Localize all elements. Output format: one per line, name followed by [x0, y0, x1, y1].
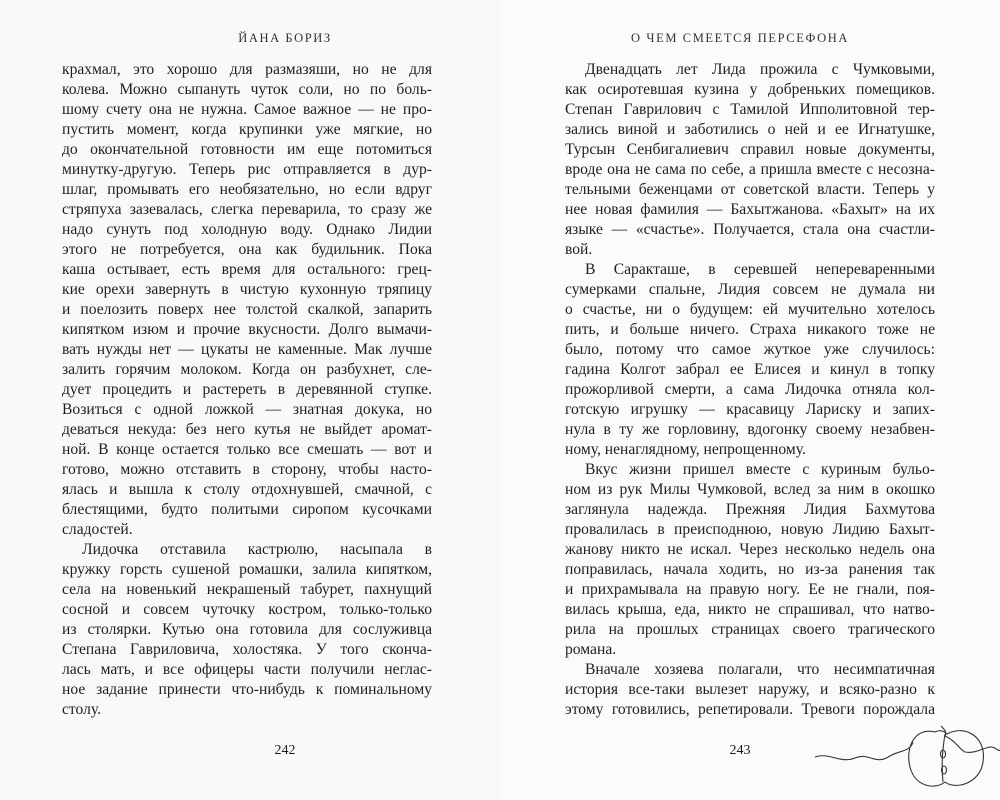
- text-line: история все-таки вылезет наружу, и всяко-разно к: [565, 681, 935, 698]
- text-line: колева. Можно сыпануть чуток соли, но по боль-: [62, 81, 432, 98]
- text-line: залить горячим молоком. Когда он разбухнет, сле-: [62, 361, 432, 378]
- text-line: Степан Гаврилович с Тамилой Ипполитовной тер-: [565, 101, 935, 118]
- text-line: Турсын Сенбигалиевич справил новые документы,: [565, 141, 935, 158]
- text-line: каша остывает, есть время для остального: грец-: [62, 261, 432, 278]
- text-line: этого не потребуется, она как будильник. Пока: [62, 241, 432, 258]
- text-line: тельными беженцами от советской власти. Теперь у: [565, 181, 935, 198]
- apple-line-drawing-icon: [815, 722, 1000, 792]
- text-line: Степана Гавриловича, холостяка. У того сконча-: [62, 641, 432, 658]
- text-line: зались виной и заботились о ней и ее Игнатушке,: [565, 121, 935, 138]
- text-line: столу.: [62, 701, 102, 718]
- text-line: Вкус жизни пришел вместе с куриным бульо-: [585, 461, 935, 478]
- text-line: лась мать, и все офицеры части получили неглас-: [62, 661, 432, 678]
- text-line: села на новенький некрашеный табурет, пахнущий: [62, 581, 432, 598]
- page-number: 242: [274, 743, 296, 758]
- running-header-author: ЙАНА БОРИЗ: [238, 31, 332, 45]
- text-line: и поелозить поверх нее толстой скалкой, запарить: [62, 301, 432, 318]
- text-line: сосной и совсем чуточку костром, только-только: [62, 601, 432, 618]
- text-line: о счастье, ни о будущем: ей мучительно хотелось: [565, 301, 935, 318]
- text-line: сладостей.: [62, 521, 133, 538]
- text-line: вилась крыша, еда, никто не спрашивал, что натво-: [565, 601, 935, 618]
- text-line: Вначале хозяева полагали, что несимпатичная: [585, 661, 935, 678]
- text-line: крахмал, это хорошо для размазяши, но не для: [62, 61, 432, 78]
- text-line: романа.: [565, 641, 617, 658]
- text-line: ному, ненаглядному, непрощенному.: [565, 441, 806, 458]
- text-line: из столярки. Кутью она готовила для сослуживца: [62, 621, 432, 638]
- text-line: кипятком изюм и прочие вкусности. Долго вымачи-: [62, 321, 432, 338]
- text-line: надо сунуть под холодную воду. Однако Лидии: [62, 221, 432, 238]
- running-header-title: О ЧЕМ СМЕЕТСЯ ПЕРСЕФОНА: [631, 31, 849, 45]
- text-line: вать нужды нет — цукаты не каменные. Мак лучше: [62, 341, 432, 358]
- text-line: Лидочка отставила кастрюлю, насыпала в: [82, 541, 432, 558]
- text-line: ялась и вышла к столу отдохнувшей, смачной, с: [62, 481, 432, 498]
- text-line: пустить момент, когда крупинки уже мягкие, но: [62, 121, 432, 138]
- text-line: минутку-другую. Теперь рис отправляется в дур-: [62, 161, 432, 178]
- text-line: пить, и больше ничего. Страха никакого тоже не: [565, 321, 935, 338]
- text-line: сумерками спальне, Лидия совсем не думала ни: [565, 281, 935, 298]
- text-line: языке — «счастье». Получается, стала она счастли-: [565, 221, 935, 238]
- text-line: готскую игрушку — красавицу Лариску и запих-: [565, 401, 935, 418]
- text-line: Возиться с одной ложкой — знатная докука, но: [62, 401, 432, 418]
- text-line: было, потому что самое жуткое уже случилось:: [565, 341, 935, 358]
- page-body: [62, 60, 432, 720]
- text-line: вроде она не сама по себе, а пришла вместе с несозна-: [565, 161, 935, 178]
- text-line: дует процедить и растереть в деревянной ступке.: [62, 381, 432, 398]
- text-line: этому готовились, репетировали. Тревоги порождала: [565, 701, 935, 718]
- text-line: стряпуха зазевалась, слегка переварила, то сразу же: [62, 201, 432, 218]
- text-line: ное задание принести что-нибудь к поминальному: [62, 681, 432, 698]
- text-line: В Саракташе, в серевшей непереваренными: [585, 261, 935, 278]
- text-line: готово, можно отставить в сторону, чтобы насто-: [62, 461, 432, 478]
- text-line: поправилась, начала ходить, но из-за ранения так: [565, 561, 935, 578]
- text-line: жанову никто не искал. Через несколько недель она: [565, 541, 935, 558]
- text-line: прожорливой смерти, а сама Лидочка отняла кол-: [565, 381, 935, 398]
- text-line: и прихрамывала на правую ногу. Ее не гнали, поя-: [565, 581, 935, 598]
- text-line: заглянула надежда. Прежняя Лидия Бахмутова: [565, 501, 935, 518]
- text-line: как осиротевшая кузина у добреньких помещиков.: [565, 81, 935, 98]
- text-line: вой.: [565, 241, 593, 258]
- text-line: нула в ту же горловину, вдогонку своему незабвен-: [565, 421, 935, 438]
- text-line: кие орехи завернуть в чистую кухонную тряпицу: [62, 281, 432, 298]
- text-line: до окончательной готовности им еще потомиться: [62, 141, 432, 158]
- text-line: ном из рук Милы Чумковой, вслед за ним в окошко: [565, 481, 935, 498]
- text-line: рила на прошлых страницах своего трагического: [565, 621, 935, 638]
- page-body: [565, 60, 935, 720]
- text-line: шому счету она не нужна. Самое важное — не про-: [62, 101, 432, 118]
- text-line: ной. В конце остается только все смешать — вот и: [62, 441, 432, 458]
- text-line: Двенадцать лет Лида прожила с Чумковыми,: [585, 61, 935, 78]
- text-line: блестящими, будто политыми сиропом кусочками: [62, 501, 432, 518]
- text-line: шлаг, промывать его необязательно, но если вдруг: [62, 181, 432, 198]
- text-line: кружку горсть сушеной ромашки, залила кипятком,: [62, 561, 432, 578]
- text-line: провалилась в преисподнюю, новую Лидию Бахыт-: [565, 521, 935, 538]
- text-line: деваться некуда: без него кутья не выйдет аромат-: [62, 421, 432, 438]
- right-page: [500, 0, 1000, 800]
- text-line: гадина Колгот забрал ее Елисея и кинул в топку: [565, 361, 935, 378]
- text-line: нее новая фамилия — Бахытжанова. «Бахыт» на их: [565, 201, 935, 218]
- page-number: 243: [729, 743, 751, 758]
